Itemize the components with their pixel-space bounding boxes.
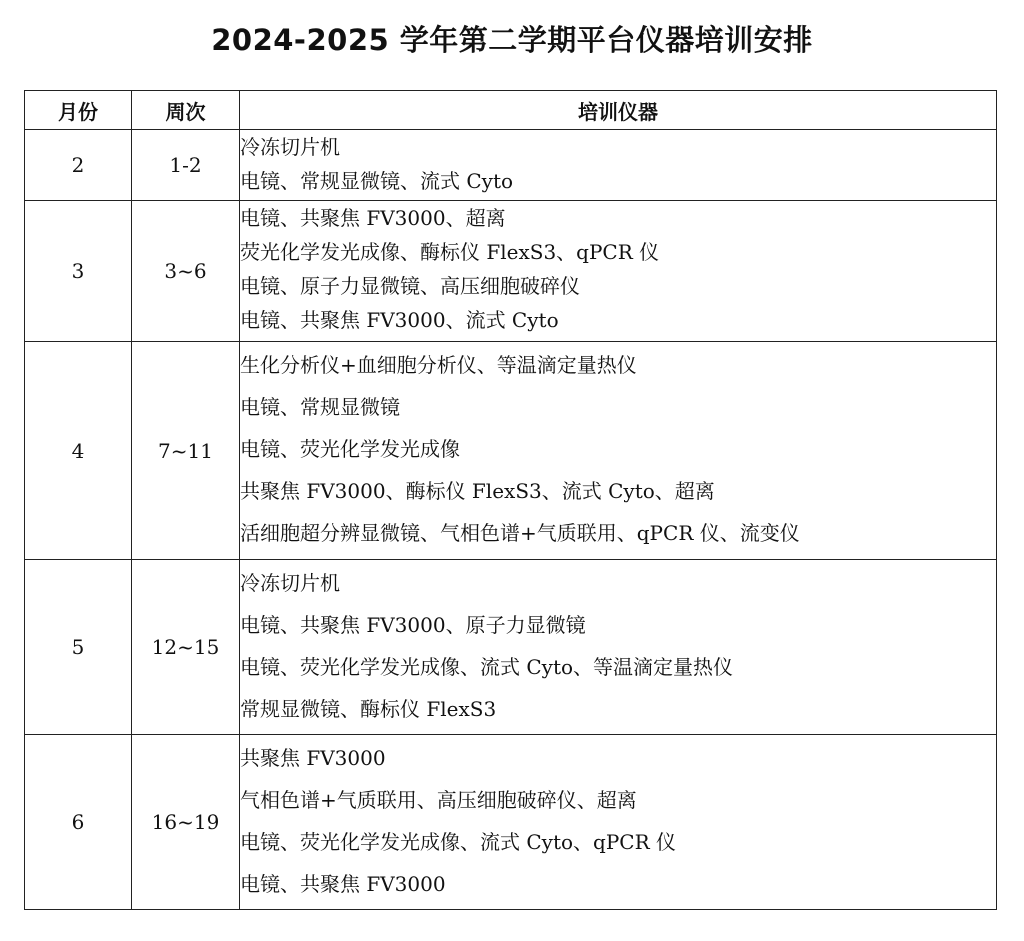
instrument-line: 常规显微镜、酶标仪 FlexS3 (240, 697, 497, 721)
table-row (25, 735, 997, 910)
instrument-line: 电镜、荧光化学发光成像、流式 Cyto、等温滴定量热仪 (240, 655, 734, 679)
instrument-line: 活细胞超分辨显微镜、气相色谱+气质联用、qPCR 仪、流变仪 (240, 521, 800, 545)
week-cell: 3~6 (132, 201, 240, 342)
instrument-line: 电镜、共聚焦 FV3000、原子力显微镜 (240, 613, 586, 637)
instrument-line: 共聚焦 FV3000、酶标仪 FlexS3、流式 Cyto、超离 (240, 479, 715, 503)
week-cell: 12~15 (132, 560, 240, 735)
header-week: 周次 (132, 91, 240, 130)
month-cell: 4 (25, 342, 132, 560)
training-schedule-table (24, 90, 997, 910)
week-cell: 16~19 (132, 735, 240, 910)
table-row (25, 130, 997, 201)
instrument-line: 电镜、共聚焦 FV3000 (240, 872, 446, 896)
instrument-line: 电镜、原子力显微镜、高压细胞破碎仪 (240, 274, 580, 298)
instruments-cell (240, 342, 997, 560)
table-header-row (25, 91, 997, 130)
instruments-cell (240, 735, 997, 910)
instrument-line: 电镜、荧光化学发光成像 (240, 437, 460, 461)
instrument-line: 冷冻切片机 (240, 135, 340, 159)
header-instruments: 培训仪器 (240, 91, 997, 130)
page-title: 2024-2025 学年第二学期平台仪器培训安排 (211, 23, 813, 57)
week-cell: 1-2 (132, 130, 240, 201)
instrument-line: 电镜、共聚焦 FV3000、超离 (240, 206, 506, 230)
table-row (25, 342, 997, 560)
instrument-line: 电镜、共聚焦 FV3000、流式 Cyto (240, 308, 559, 332)
month-cell: 6 (25, 735, 132, 910)
instrument-line: 共聚焦 FV3000 (240, 746, 386, 770)
month-cell: 5 (25, 560, 132, 735)
table-row (25, 560, 997, 735)
instrument-line: 电镜、常规显微镜、流式 Cyto (240, 169, 514, 193)
instruments-cell (240, 130, 997, 201)
instrument-line: 荧光化学发光成像、酶标仪 FlexS3、qPCR 仪 (240, 240, 660, 264)
instrument-line: 气相色谱+气质联用、高压细胞破碎仪、超离 (240, 788, 637, 812)
instrument-line: 电镜、荧光化学发光成像、流式 Cyto、qPCR 仪 (240, 830, 677, 854)
week-cell: 7~11 (132, 342, 240, 560)
month-cell: 3 (25, 201, 132, 342)
instrument-line: 冷冻切片机 (240, 571, 340, 595)
instrument-line: 电镜、常规显微镜 (240, 395, 400, 419)
instrument-line: 生化分析仪+血细胞分析仪、等温滴定量热仪 (240, 353, 637, 377)
instruments-cell (240, 201, 997, 342)
table-row (25, 201, 997, 342)
instruments-cell (240, 560, 997, 735)
header-month: 月份 (25, 91, 132, 130)
month-cell: 2 (25, 130, 132, 201)
